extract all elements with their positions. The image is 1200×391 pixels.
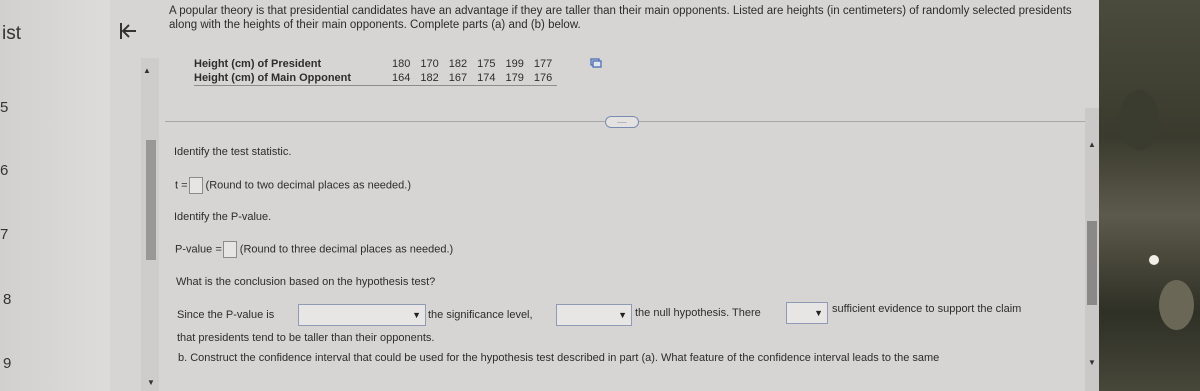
question-item-6[interactable]: 6 — [0, 162, 9, 179]
pvalue-answer-input[interactable] — [223, 241, 237, 258]
row-label: Height (cm) of Main Opponent — [194, 71, 357, 86]
table-cell: 174 — [472, 71, 500, 86]
dropdown-arrow-icon: ▼ — [814, 308, 823, 318]
question-list-panel — [0, 0, 110, 391]
copy-data-icon[interactable] — [590, 58, 602, 68]
test-stat-prompt: Identify the test statistic. — [174, 146, 292, 158]
t-answer-row — [175, 177, 411, 194]
background-photo-edge — [1099, 0, 1200, 391]
shadow-spot — [1159, 280, 1194, 330]
expand-more-button[interactable]: ..... — [605, 116, 639, 128]
table-row-opponent — [194, 71, 557, 86]
is-is-not-dropdown[interactable] — [786, 302, 828, 324]
question-item-8[interactable]: 8 — [3, 291, 12, 308]
heights-table — [194, 57, 557, 86]
null-hypothesis-text: the null hypothesis. There — [635, 307, 761, 319]
table-cell: 176 — [529, 71, 557, 86]
pvalue-hint: (Round to three decimal places as needed.) — [239, 243, 454, 256]
table-cell: 179 — [500, 71, 528, 86]
table-cell: 164 — [387, 71, 415, 86]
table-cell: 167 — [444, 71, 472, 86]
scroll-down-arrow-icon[interactable]: ▼ — [1088, 358, 1096, 367]
dropdown-arrow-icon: ▼ — [412, 310, 421, 320]
pvalue-label: P-value = — [175, 243, 222, 256]
left-scrollbar-thumb[interactable] — [146, 140, 156, 260]
pvalue-compare-dropdown[interactable] — [298, 304, 426, 326]
question-item-9[interactable]: 9 — [3, 355, 12, 372]
shadow-spot — [1119, 90, 1159, 150]
table-cell: 182 — [415, 71, 443, 86]
pvalue-prompt: Identify the P-value. — [174, 211, 272, 223]
table-cell: 182 — [448, 58, 468, 70]
evidence-text: sufficient evidence to support the claim — [832, 303, 1022, 315]
light-spot — [1149, 255, 1159, 265]
table-cell: 175 — [477, 58, 496, 70]
t-answer-input[interactable] — [189, 177, 203, 194]
table-cell: 180 — [392, 58, 411, 70]
scroll-down-arrow-icon[interactable]: ▼ — [147, 378, 155, 387]
significance-text: the significance level, — [428, 309, 533, 321]
dropdown-arrow-icon: ▼ — [618, 310, 627, 320]
question-list-title: ist — [2, 23, 21, 44]
row-label: Height (cm) of President — [194, 58, 322, 70]
table-row-president — [194, 57, 557, 71]
question-intro: A popular theory is that presidential candidates have an advantage if they are taller than their main opponents. Listed are heights (in centimeters) of randomly selected presidents along with the heights of their main opponents. Complete parts (a) and (b) below. — [169, 5, 1072, 31]
pvalue-answer-row — [175, 241, 453, 258]
conclusion-prompt: What is the conclusion based on the hypothesis test? — [176, 276, 436, 288]
content-scrollbar-thumb[interactable] — [1087, 221, 1097, 305]
scroll-up-arrow-icon[interactable]: ▲ — [1088, 140, 1096, 149]
t-hint: (Round to two decimal places as needed.) — [205, 179, 411, 192]
collapse-left-icon[interactable] — [118, 21, 138, 41]
since-text: Since the P-value is — [177, 309, 275, 321]
reject-decision-dropdown[interactable] — [556, 304, 632, 326]
claim-tail-text: that presidents tend to be taller than their opponents. — [177, 332, 435, 344]
question-item-7[interactable]: 7 — [0, 226, 9, 243]
table-cell: 170 — [420, 58, 439, 70]
part-b-text: b. Construct the confidence interval that could be used for the hypothesis test described in part (a). What feature of the confidence interval leads to the same — [178, 352, 940, 364]
table-cell: 177 — [533, 58, 553, 70]
t-label: t = — [175, 179, 188, 192]
scroll-up-arrow-icon[interactable]: ▲ — [143, 66, 151, 75]
table-cell: 199 — [505, 58, 524, 70]
question-item-5[interactable]: 5 — [0, 99, 9, 116]
